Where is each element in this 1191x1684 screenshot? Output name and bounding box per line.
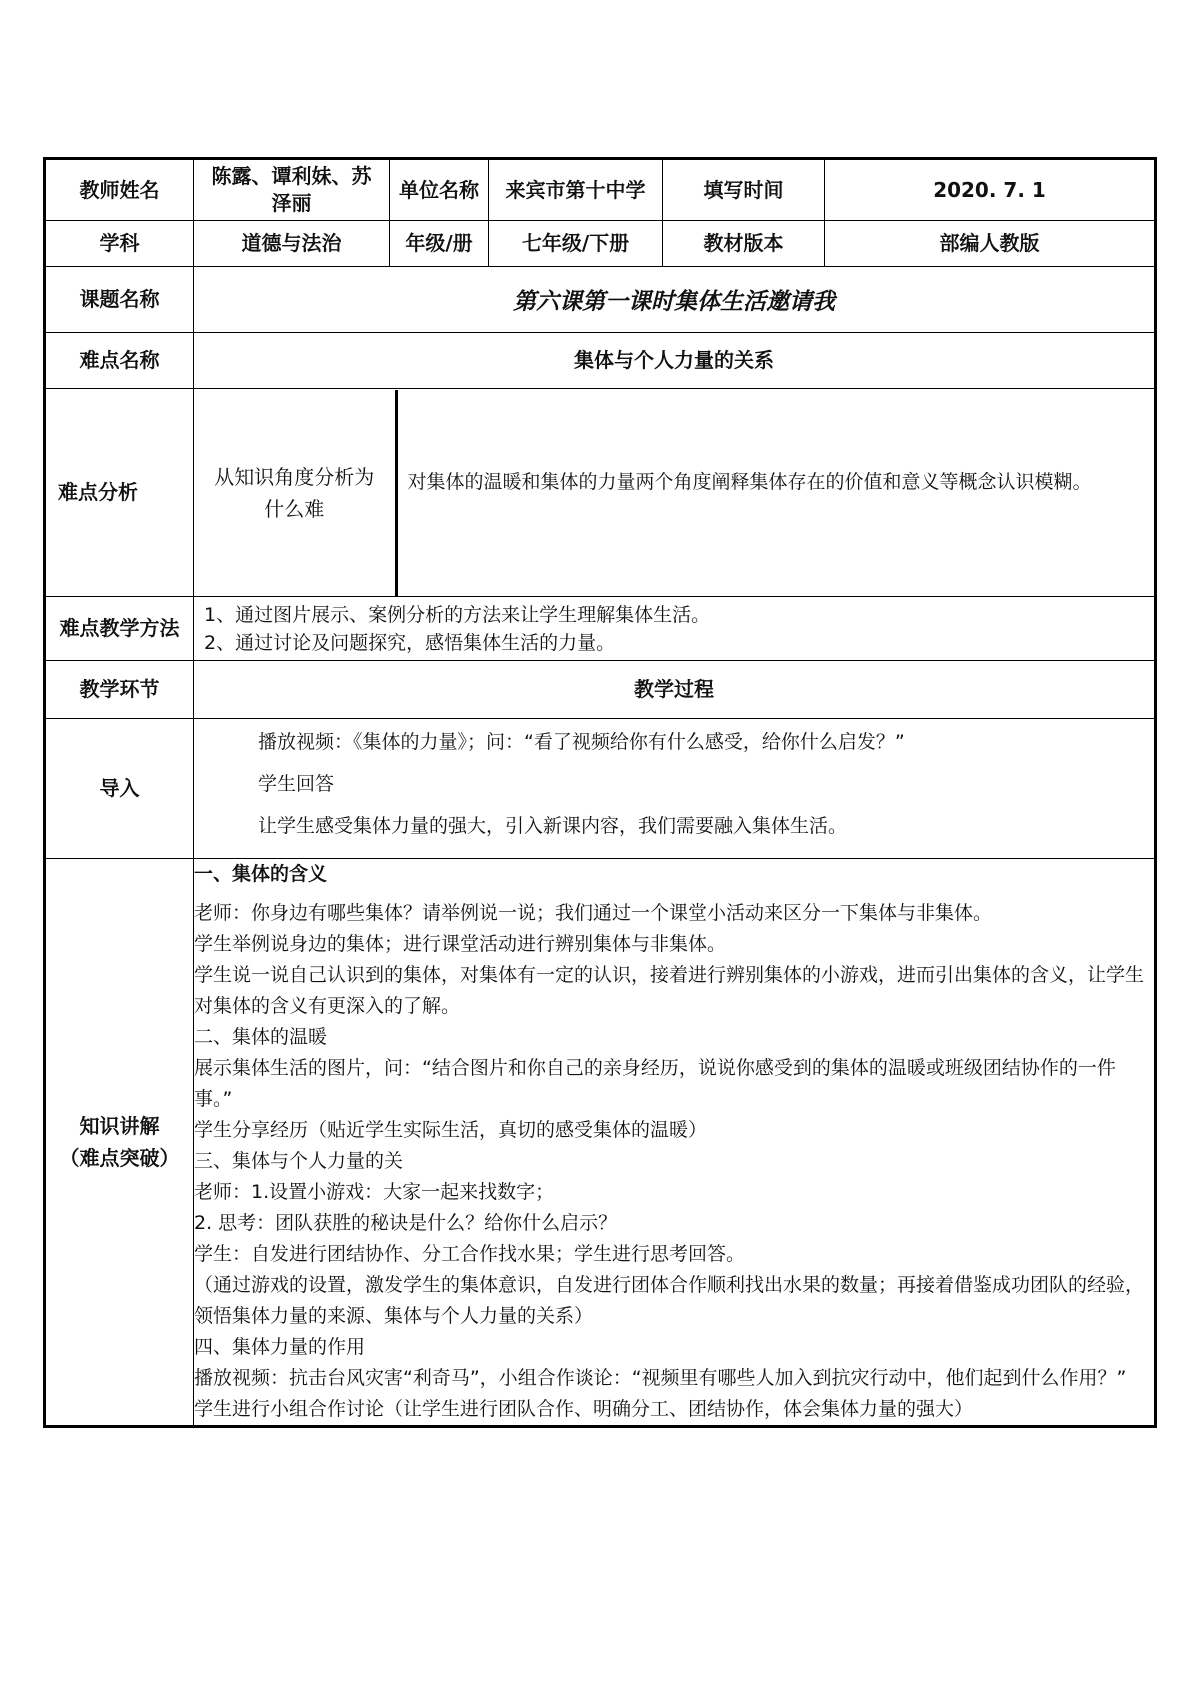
row-intro bbox=[45, 719, 1156, 859]
difficulty-label: 难点名称 bbox=[45, 333, 194, 389]
row-topic bbox=[45, 267, 1156, 333]
process-value: 教学过程 bbox=[194, 661, 1156, 719]
method-line-1: 1、通过图片展示、案例分析的方法来让学生理解集体生活。 bbox=[204, 603, 711, 626]
process-label: 教学环节 bbox=[45, 661, 194, 719]
lesson-plan-form bbox=[43, 157, 1154, 1428]
topic-label: 课题名称 bbox=[45, 267, 194, 333]
analysis-text: 对集体的温暖和集体的力量两个角度阐释集体存在的价值和意义等概念认识模糊。 bbox=[407, 470, 1092, 493]
intro-line-3: 让学生感受集体力量的强大，引入新课内容，我们需要融入集体生活。 bbox=[258, 815, 848, 837]
teacher-value: 陈露、谭利妹、苏泽丽 bbox=[194, 159, 390, 221]
row-teacher bbox=[45, 159, 1156, 221]
knowledge-line-13: 播放视频：抗击台风灾害“利奇马”，小组合作谈论：“视频里有哪些人加入到抗灾行动中，他们起到什么作用？” bbox=[194, 1367, 1127, 1389]
knowledge-label-line-1: 知识讲解 bbox=[79, 1114, 160, 1138]
knowledge-line-6: 学生分享经历（贴近学生实际生活，真切的感受集体的温暖） bbox=[194, 1119, 708, 1141]
row-subject bbox=[45, 221, 1156, 267]
knowledge-line-8: 老师：1.设置小游戏：大家一起来找数字； bbox=[194, 1181, 555, 1203]
knowledge-line-2: 学生举例说身边的集体；进行课堂活动进行辨别集体与非集体。 bbox=[194, 933, 727, 955]
row-difficulty bbox=[45, 333, 1156, 389]
difficulty-value: 集体与个人力量的关系 bbox=[194, 333, 1156, 389]
knowledge-line-1: 老师：你身边有哪些集体？请举例说一说；我们通过一个课堂小活动来区分一下集体与非集体。 bbox=[194, 902, 993, 924]
knowledge-line-9: 2. 思考：团队获胜的秘诀是什么？给你什么启示？ bbox=[194, 1212, 618, 1234]
knowledge-line-5: 展示集体生活的图片，问：“结合图片和你自己的亲身经历，说说你感受到的集体的温暖或班级团结协作的一件事。” bbox=[194, 1057, 1116, 1110]
analysis-sub-label: 从知识角度分析为什么难 bbox=[194, 390, 396, 596]
row-process-header bbox=[45, 661, 1156, 719]
knowledge-line-11: （通过游戏的设置，激发学生的集体意识，自发进行团体合作顺利找出水果的数量；再接着借鉴成功团队的经验，领悟集体力量的来源、集体与个人力量的关系） bbox=[194, 1274, 1145, 1327]
analysis-inner bbox=[194, 390, 1154, 596]
row-analysis bbox=[45, 389, 1156, 597]
intro-line-2: 学生回答 bbox=[258, 773, 335, 795]
unit-value: 来宾市第十中学 bbox=[489, 159, 663, 221]
edition-label: 教材版本 bbox=[663, 221, 825, 267]
knowledge-line-3: 学生说一说自己认识到的集体，对集体有一定的认识，接着进行辨别集体的小游戏，进而引出集体的含义，让学生对集体的含义有更深入的了解。 bbox=[194, 964, 1145, 1017]
date-value: 2020. 7. 1 bbox=[825, 159, 1156, 221]
intro-label: 导入 bbox=[45, 719, 194, 859]
grade-label: 年级/册 bbox=[390, 221, 489, 267]
topic-title: 第六课第一课时集体生活邀请我 bbox=[194, 267, 1156, 333]
subject-label: 学科 bbox=[45, 221, 194, 267]
knowledge-line-4: 二、集体的温暖 bbox=[194, 1026, 328, 1048]
intro-cell bbox=[194, 719, 1156, 859]
knowledge-label-line-2: （难点突破） bbox=[59, 1146, 180, 1170]
lesson-plan-table bbox=[43, 157, 1157, 1428]
row-knowledge bbox=[45, 859, 1156, 1427]
method-cell bbox=[194, 597, 1156, 661]
analysis-label: 难点分析 bbox=[45, 389, 194, 597]
knowledge-cell bbox=[194, 859, 1156, 1427]
knowledge-line-10: 学生：自发进行团结协作、分工合作找水果；学生进行思考回答。 bbox=[194, 1243, 746, 1265]
row-method bbox=[45, 597, 1156, 661]
method-label: 难点教学方法 bbox=[45, 597, 194, 661]
knowledge-heading: 一、集体的含义 bbox=[194, 863, 328, 885]
edition-value: 部编人教版 bbox=[825, 221, 1156, 267]
teacher-label: 教师姓名 bbox=[45, 159, 194, 221]
analysis-cell bbox=[194, 389, 1156, 597]
knowledge-line-12: 四、集体力量的作用 bbox=[194, 1336, 366, 1358]
knowledge-label bbox=[45, 859, 194, 1427]
date-label: 填写时间 bbox=[663, 159, 825, 221]
grade-value: 七年级/下册 bbox=[489, 221, 663, 267]
knowledge-line-7: 三、集体与个人力量的关 bbox=[194, 1150, 404, 1172]
subject-value: 道德与法治 bbox=[194, 221, 390, 267]
knowledge-line-14: 学生进行小组合作讨论（让学生进行团队合作、明确分工、团结协作，体会集体力量的强大） bbox=[194, 1398, 974, 1420]
method-line-2: 2、通过讨论及问题探究，感悟集体生活的力量。 bbox=[204, 631, 616, 654]
unit-label: 单位名称 bbox=[390, 159, 489, 221]
intro-line-1: 播放视频：《集体的力量》；问：“看了视频给你有什么感受，给你什么启发？” bbox=[258, 731, 905, 753]
